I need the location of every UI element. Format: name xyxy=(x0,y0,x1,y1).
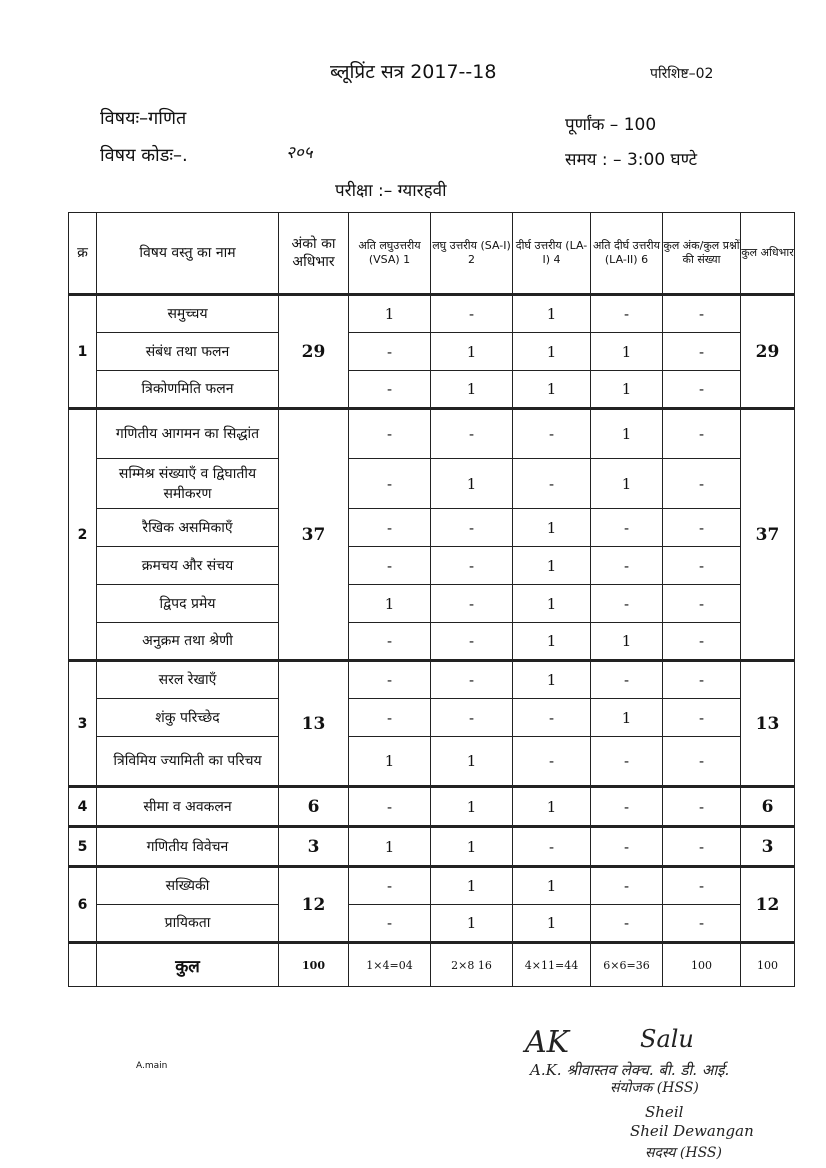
la2-cell: - xyxy=(591,867,663,905)
table-row xyxy=(69,295,795,333)
exam-label: परीक्षा :– ग्यारहवी xyxy=(335,181,447,201)
table-row xyxy=(69,547,795,585)
col-sa: लघु उत्तरीय (SA-I) 2 xyxy=(431,213,513,295)
unit-number: 6 xyxy=(69,867,97,943)
sa-cell: - xyxy=(431,509,513,547)
count-cell: - xyxy=(663,661,741,699)
sa-cell: 1 xyxy=(431,867,513,905)
unit-weight: 13 xyxy=(279,661,349,787)
la-cell: - xyxy=(513,409,591,459)
la-cell: - xyxy=(513,459,591,509)
la2-cell: - xyxy=(591,827,663,867)
unit-weight: 6 xyxy=(279,787,349,827)
topic-cell: गणितीय विवेचन xyxy=(97,827,279,867)
la-cell: 1 xyxy=(513,787,591,827)
unit-total: 29 xyxy=(741,295,795,409)
table-row xyxy=(69,661,795,699)
la-cell: - xyxy=(513,737,591,787)
sa-cell: 1 xyxy=(431,333,513,371)
signature-2-role: संयोजक (HSS) xyxy=(610,1080,699,1096)
count-cell: - xyxy=(663,333,741,371)
la-cell: 1 xyxy=(513,371,591,409)
sa-cell: 1 xyxy=(431,737,513,787)
unit-weight: 37 xyxy=(279,409,349,661)
signature-3-name: Sheil Dewangan xyxy=(630,1122,754,1140)
table-row xyxy=(69,509,795,547)
topic-cell: प्रायिकता xyxy=(97,905,279,943)
vsa-cell: 1 xyxy=(349,295,431,333)
vsa-cell: - xyxy=(349,333,431,371)
table-row xyxy=(69,333,795,371)
vsa-cell: - xyxy=(349,787,431,827)
table-row xyxy=(69,409,795,459)
count-cell: - xyxy=(663,827,741,867)
totals-la2: 6×6=36 xyxy=(591,943,663,987)
vsa-cell: - xyxy=(349,699,431,737)
page-title: ब्लूप्रिंट सत्र 2017--18 xyxy=(330,61,497,83)
table-row xyxy=(69,867,795,905)
count-cell: - xyxy=(663,509,741,547)
sa-cell: 1 xyxy=(431,371,513,409)
topic-cell: सम्मिश्र संख्याएँ व द्विघातीय समीकरण xyxy=(97,459,279,509)
col-la2: अति दीर्घ उत्तरीय (LA-II) 6 xyxy=(591,213,663,295)
sa-cell: 1 xyxy=(431,787,513,827)
vsa-cell: - xyxy=(349,661,431,699)
vsa-cell: - xyxy=(349,867,431,905)
unit-number: 4 xyxy=(69,787,97,827)
totals-sa: 2×8 16 xyxy=(431,943,513,987)
col-la: दीर्घ उत्तरीय (LA-I) 4 xyxy=(513,213,591,295)
vsa-cell: 1 xyxy=(349,827,431,867)
la-cell: 1 xyxy=(513,905,591,943)
topic-cell: समुच्चय xyxy=(97,295,279,333)
signature-2: Salu xyxy=(640,1025,694,1053)
total-marks-label: पूर्णांक – 100 xyxy=(565,115,657,135)
vsa-cell: - xyxy=(349,509,431,547)
sa-cell: - xyxy=(431,585,513,623)
sa-cell: - xyxy=(431,547,513,585)
la-cell: - xyxy=(513,699,591,737)
totals-count: 100 xyxy=(663,943,741,987)
topic-cell: त्रिविमिय ज्यामिती का परिचय xyxy=(97,737,279,787)
table-body xyxy=(69,295,795,943)
totals-total: 100 xyxy=(741,943,795,987)
col-vsa: अति लघुउत्तरीय (VSA) 1 xyxy=(349,213,431,295)
la2-cell: - xyxy=(591,661,663,699)
signature-3: Sheil xyxy=(645,1103,684,1121)
la2-cell: 1 xyxy=(591,371,663,409)
count-cell: - xyxy=(663,409,741,459)
la2-cell: 1 xyxy=(591,623,663,661)
topic-cell: अनुक्रम तथा श्रेणी xyxy=(97,623,279,661)
subject-label: विषयः–गणित xyxy=(100,108,187,129)
unit-total: 3 xyxy=(741,827,795,867)
unit-weight: 12 xyxy=(279,867,349,943)
la-cell: 1 xyxy=(513,661,591,699)
table-row xyxy=(69,699,795,737)
vsa-cell: - xyxy=(349,371,431,409)
sa-cell: 1 xyxy=(431,827,513,867)
appendix-label: परिशिष्ट–02 xyxy=(650,66,714,82)
signature-2-name: A.K. श्रीवास्तव लेक्च. बी. डी. आई. xyxy=(530,1061,730,1079)
unit-number: 2 xyxy=(69,409,97,661)
count-cell: - xyxy=(663,699,741,737)
count-cell: - xyxy=(663,867,741,905)
topic-cell: गणितीय आगमन का सिद्धांत xyxy=(97,409,279,459)
col-sno: क्र xyxy=(69,213,97,295)
totals-vsa: 1×4=04 xyxy=(349,943,431,987)
signature-1: AK xyxy=(525,1025,570,1060)
sa-cell: - xyxy=(431,409,513,459)
count-cell: - xyxy=(663,371,741,409)
vsa-cell: 1 xyxy=(349,737,431,787)
la-cell: 1 xyxy=(513,585,591,623)
topic-cell: संबंध तथा फलन xyxy=(97,333,279,371)
topic-cell: सरल रेखाएँ xyxy=(97,661,279,699)
la-cell: 1 xyxy=(513,867,591,905)
unit-total: 13 xyxy=(741,661,795,787)
sa-cell: 1 xyxy=(431,459,513,509)
col-topic: विषय वस्तु का नाम xyxy=(97,213,279,295)
table-row xyxy=(69,827,795,867)
topic-cell: सीमा व अवकलन xyxy=(97,787,279,827)
la-cell: 1 xyxy=(513,547,591,585)
unit-number: 3 xyxy=(69,661,97,787)
footer-note: A.main xyxy=(136,1061,168,1071)
la2-cell: - xyxy=(591,509,663,547)
la2-cell: 1 xyxy=(591,699,663,737)
vsa-cell: - xyxy=(349,623,431,661)
la2-cell: - xyxy=(591,905,663,943)
la2-cell: 1 xyxy=(591,333,663,371)
la2-cell: - xyxy=(591,585,663,623)
vsa-cell: - xyxy=(349,905,431,943)
topic-cell: सख्यिकी xyxy=(97,867,279,905)
la2-cell: 1 xyxy=(591,459,663,509)
totals-sno xyxy=(69,943,97,987)
col-total-weight: कुल अधिभार xyxy=(741,213,795,295)
subject-code-label: विषय कोडः–. xyxy=(100,145,188,166)
totals-la: 4×11=44 xyxy=(513,943,591,987)
col-weight: अंको का अधिभार xyxy=(279,213,349,295)
unit-total: 37 xyxy=(741,409,795,661)
topic-cell: क्रमचय और संचय xyxy=(97,547,279,585)
table-row xyxy=(69,371,795,409)
la-cell: 1 xyxy=(513,295,591,333)
la-cell: 1 xyxy=(513,509,591,547)
topic-cell: त्रिकोणमिति फलन xyxy=(97,371,279,409)
unit-number: 1 xyxy=(69,295,97,409)
la-cell: - xyxy=(513,827,591,867)
sa-cell: 1 xyxy=(431,905,513,943)
table-row xyxy=(69,787,795,827)
unit-number: 5 xyxy=(69,827,97,867)
count-cell: - xyxy=(663,905,741,943)
col-total-count: कुल अंक/कुल प्रश्नों की संख्या xyxy=(663,213,741,295)
count-cell: - xyxy=(663,547,741,585)
la-cell: 1 xyxy=(513,623,591,661)
count-cell: - xyxy=(663,787,741,827)
count-cell: - xyxy=(663,737,741,787)
subject-code-handwritten: २०५ xyxy=(286,143,313,163)
header-row xyxy=(69,213,795,295)
la2-cell: - xyxy=(591,737,663,787)
vsa-cell: - xyxy=(349,409,431,459)
totals-label: कुल xyxy=(97,943,279,987)
blueprint-table xyxy=(68,212,795,987)
la2-cell: - xyxy=(591,295,663,333)
unit-total: 12 xyxy=(741,867,795,943)
topic-cell: शंकु परिच्छेद xyxy=(97,699,279,737)
signature-3-role: सदस्य (HSS) xyxy=(645,1145,722,1161)
time-label: समय : – 3:00 घण्टे xyxy=(565,150,698,170)
la2-cell: 1 xyxy=(591,409,663,459)
totals-row xyxy=(69,943,795,987)
sa-cell: - xyxy=(431,623,513,661)
vsa-cell: - xyxy=(349,459,431,509)
sa-cell: - xyxy=(431,661,513,699)
vsa-cell: 1 xyxy=(349,585,431,623)
table-row xyxy=(69,905,795,943)
unit-total: 6 xyxy=(741,787,795,827)
table-row xyxy=(69,737,795,787)
topic-cell: रैखिक असमिकाएँ xyxy=(97,509,279,547)
count-cell: - xyxy=(663,295,741,333)
totals-weight: 100 xyxy=(279,943,349,987)
vsa-cell: - xyxy=(349,547,431,585)
la-cell: 1 xyxy=(513,333,591,371)
topic-cell: द्विपद प्रमेय xyxy=(97,585,279,623)
la2-cell: - xyxy=(591,547,663,585)
la2-cell: - xyxy=(591,787,663,827)
count-cell: - xyxy=(663,459,741,509)
unit-weight: 3 xyxy=(279,827,349,867)
sa-cell: - xyxy=(431,699,513,737)
count-cell: - xyxy=(663,585,741,623)
table-row xyxy=(69,585,795,623)
unit-weight: 29 xyxy=(279,295,349,409)
table-row xyxy=(69,623,795,661)
table-row xyxy=(69,459,795,509)
count-cell: - xyxy=(663,623,741,661)
sa-cell: - xyxy=(431,295,513,333)
